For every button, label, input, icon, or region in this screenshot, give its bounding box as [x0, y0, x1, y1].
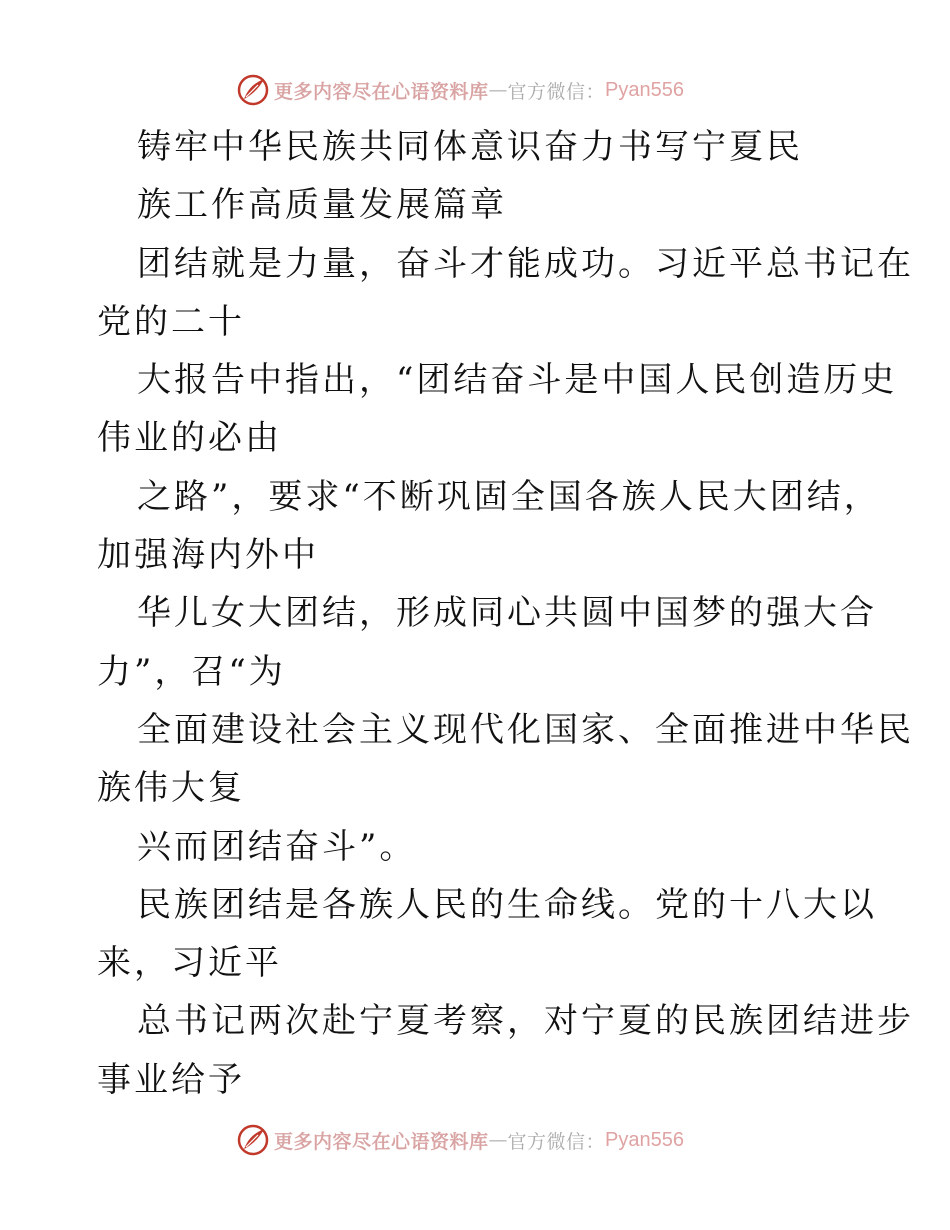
- paragraph-line: 事业给予: [97, 1059, 245, 1100]
- banner-wechat-id: Pyan556: [605, 78, 684, 101]
- quill-logo-icon: [236, 1123, 270, 1157]
- paragraph-line: 总书记两次赴宁夏考察，对宁夏的民族团结进步: [137, 1001, 914, 1042]
- paragraph-line: 族伟大复: [97, 768, 245, 809]
- banner-text: 更多内容尽在心语资料库: [274, 80, 489, 103]
- paragraph-line: 华儿女大团结，形成同心共圆中国梦的强大合: [137, 593, 877, 634]
- paragraph-line: 大报告中指出，“团结奋斗是中国人民创造历史: [137, 360, 898, 401]
- paragraph-line: 团结就是力量，奋斗才能成功。习近平总书记在: [137, 243, 914, 284]
- paragraph-line: 力”，召“为: [97, 651, 286, 692]
- paragraph-line: 伟业的必由: [97, 418, 282, 459]
- banner-wechat-label: 官方微信：: [507, 80, 606, 103]
- document-body: [97, 118, 914, 1109]
- title-line: 族工作高质量发展篇章: [137, 185, 507, 226]
- banner-separator: —: [488, 79, 508, 101]
- paragraph-line: 民族团结是各族人民的生命线。党的十八大以: [137, 884, 877, 925]
- banner-wechat-label: 官方微信：: [507, 1130, 606, 1153]
- paragraph-line: 全面建设社会主义现代化国家、全面推进中华民: [137, 709, 914, 750]
- title-line: 铸牢中华民族共同体意识奋力书写宁夏民: [137, 127, 803, 167]
- paragraph-line: 党的二十: [97, 301, 245, 342]
- header-banner: [236, 72, 684, 108]
- paragraph-line: 来，习近平: [97, 943, 282, 984]
- footer-banner: [236, 1122, 684, 1158]
- quill-logo-icon: [236, 73, 270, 107]
- banner-separator: —: [488, 1129, 508, 1151]
- paragraph-line: 之路”，要求“不断巩固全国各族人民大团结，: [137, 476, 881, 517]
- banner-wechat-id: Pyan556: [605, 1128, 684, 1151]
- banner-text: 更多内容尽在心语资料库: [274, 1130, 489, 1153]
- paragraph-line: 兴而团结奋斗”。: [137, 826, 417, 867]
- paragraph-line: 加强海内外中: [97, 535, 319, 576]
